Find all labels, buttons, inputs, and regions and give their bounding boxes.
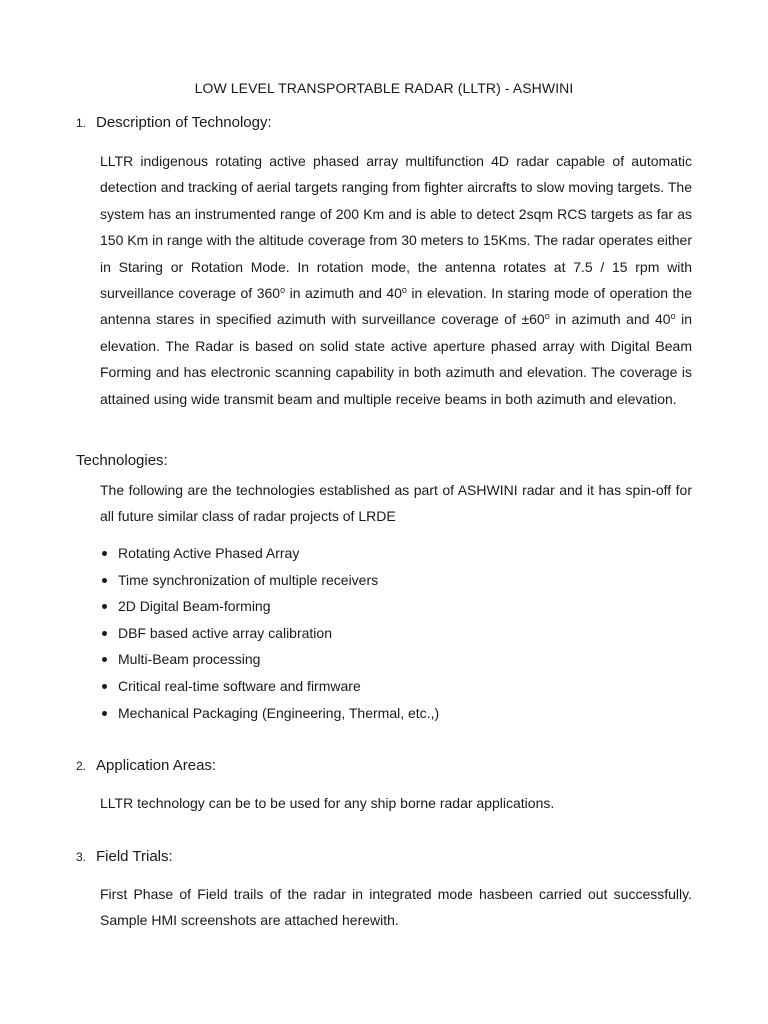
description-text-5: in elevation. The Radar is based on solid state active aperture phased array with Digital Beam Forming and has electronic scanning capability in both azimuth and elevation. The coverage is attained using wide transmit beam and multiple receive beams in both azimuth and elevation. bbox=[100, 311, 692, 407]
degree-mark: o bbox=[544, 311, 550, 322]
document-title: LOW LEVEL TRANSPORTABLE RADAR (LLTR) - ASHWINI bbox=[194, 80, 574, 96]
technologies-list bbox=[100, 540, 692, 726]
list-item: DBF based active array calibration bbox=[100, 620, 692, 647]
list-item: Time synchronization of multiple receivers bbox=[100, 567, 692, 594]
section-3-number: 3. bbox=[76, 850, 87, 864]
section-1-heading bbox=[76, 114, 272, 131]
description-text-4: in azimuth and 40 bbox=[549, 311, 671, 328]
list-item: Critical real-time software and firmware bbox=[100, 673, 692, 700]
section-2-number: 2. bbox=[76, 759, 87, 773]
section-1-number: 1. bbox=[76, 116, 87, 130]
degree-mark: o bbox=[401, 285, 407, 296]
section-2-title: Application Areas: bbox=[96, 757, 217, 774]
section-3-heading bbox=[76, 848, 173, 865]
description-text-3: in elevation. In staring mode of operation the antenna stares in specified azimuth with surveillance coverage of ±60 bbox=[100, 285, 692, 328]
degree-mark: o bbox=[670, 311, 676, 322]
list-item: Multi-Beam processing bbox=[100, 646, 692, 673]
description-text-2: in azimuth and 40 bbox=[285, 285, 402, 302]
section-2-heading bbox=[76, 757, 216, 774]
technologies-heading: Technologies: bbox=[76, 452, 168, 469]
list-item: Mechanical Packaging (Engineering, Thermal, etc.,) bbox=[100, 700, 692, 727]
technologies-intro: The following are the technologies established as part of ASHWINI radar and it has spin-off for all future similar class of radar projects of LRDE bbox=[100, 482, 692, 525]
application-text: LLTR technology can be to be used for any ship borne radar applications. bbox=[100, 795, 555, 811]
degree-mark: o bbox=[280, 285, 286, 296]
list-item: Rotating Active Phased Array bbox=[100, 540, 692, 567]
list-item: 2D Digital Beam-forming bbox=[100, 593, 692, 620]
description-paragraph bbox=[100, 148, 692, 412]
section-3-title: Field Trials: bbox=[96, 848, 173, 865]
field-trials-text: First Phase of Field trails of the radar in integrated mode hasbeen carried out successfully. Sample HMI screenshots are attached herewith. bbox=[100, 886, 692, 929]
section-1-title: Description of Technology: bbox=[96, 114, 272, 131]
description-text-1: LLTR indigenous rotating active phased array multifunction 4D radar capable of automatic detection and tracking of aerial targets ranging from fighter aircrafts to slow moving targets. The system has an instrumented range of 200 Km and is able to detect 2sqm RCS targets as far as 150 Km in range with the altitude coverage from 30 meters to 15Kms. The radar operates either in Staring or Rotation Mode. In rotation mode, the antenna rotates at 7.5 / 15 rpm with surveillance coverage of 360 bbox=[100, 153, 692, 302]
